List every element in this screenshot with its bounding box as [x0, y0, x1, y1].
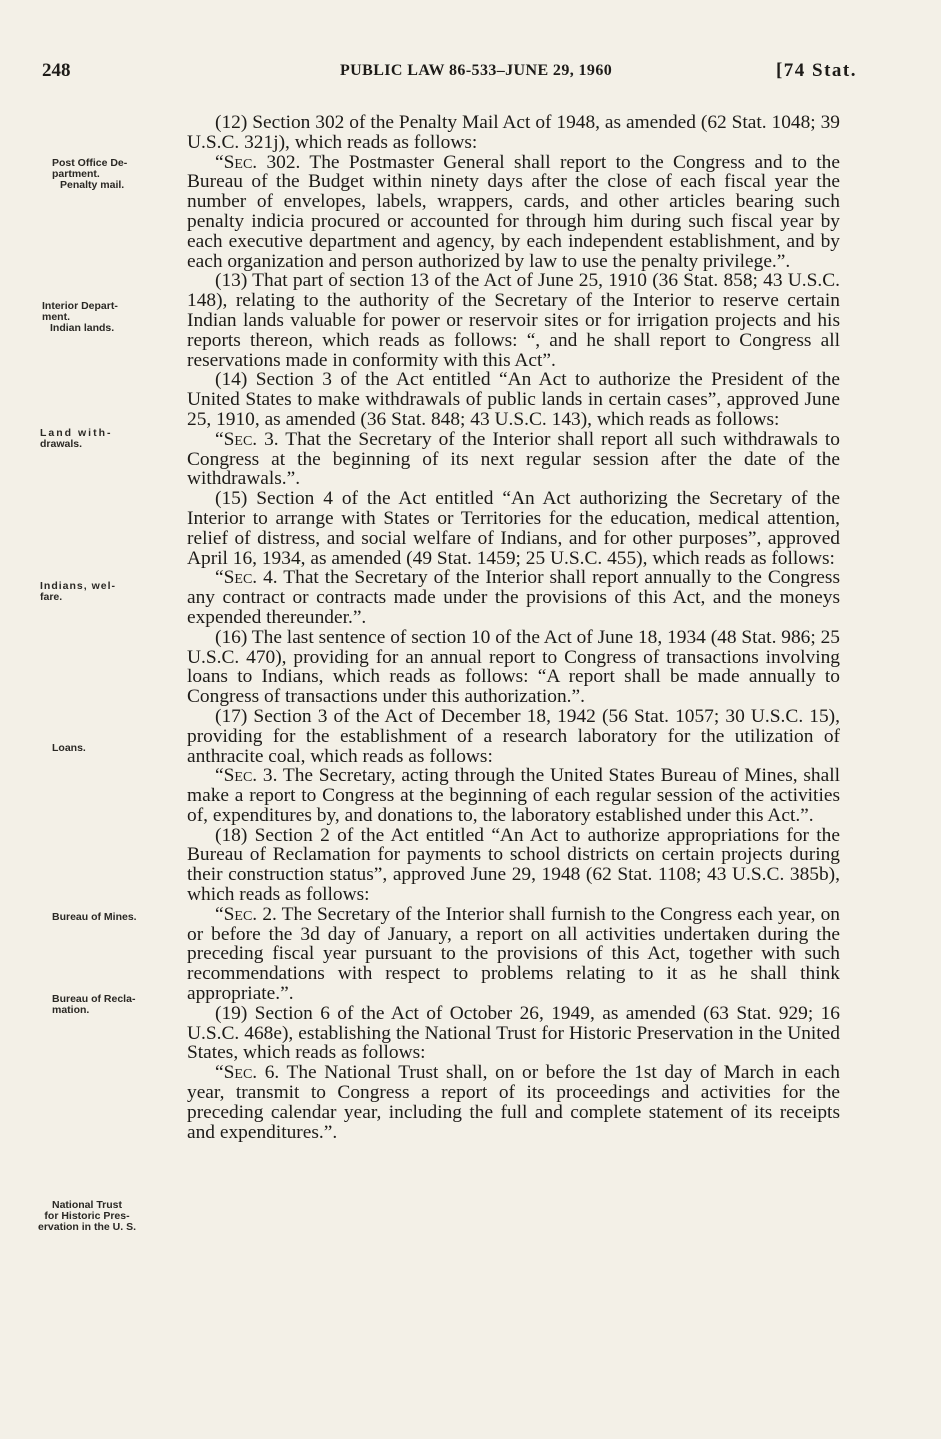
quoted-section-3-withdrawals: “Sec. 3. That the Secretary of the Interior shall report all such withdrawals to Congress at the beginning of its next regular session after the date of the withdrawals.”.: [187, 428, 840, 490]
margin-notes: [0, 0, 180, 1439]
margin-note-national-trust: National Trust for Historic Pres- ervation in the U. S.: [38, 1199, 137, 1233]
quoted-section-302: “Sec. 302. The Postmaster General shall report to the Congress and to the Bureau of the Budget within ninety days after the close of each fiscal year the number of envelopes, labels, wrappers, cards, and other articles bearing such penalty indicia procured or accounted for through him during such fiscal year by each executive department and agency, by each independent establishment, and by each organization and person authorized by law to use the penalty privilege.”.: [187, 151, 840, 272]
paragraph-18: (18) Section 2 of the Act entitled “An Act to authorize appropriations for the Bureau of Reclamation for payments to school districts on certain projects during their construction status”, approved June 29, 1948 (62 Stat. 1108; 43 U.S.C. 385b), which reads as follows:: [187, 824, 840, 906]
quoted-section-4: “Sec. 4. That the Secretary of the Interior shall report annually to the Congress any contract or contracts made under the provisions of this Act, and the moneys expended thereunder.”.: [187, 567, 840, 628]
paragraph-16: (16) The last sentence of section 10 of the Act of June 18, 1934 (48 Stat. 986; 25 U.S.C. 470), providing for an annual report to Congress of transactions involving loans to Indians, which reads as follows: “A report shall be made annually to Congress of transactions under this authorization.”.: [187, 626, 840, 708]
paragraph-13: (13) That part of section 13 of the Act of June 25, 1910 (36 Stat. 858; 43 U.S.C. 148), relating to the authority of the Secretary of the Interior to reserve certain Indian lands valuable for power or reservoir sites or for irrigation projects and his reports thereon, which reads as follows: “, and he shall report to Congress all reservations made in conformity with this Act”.: [187, 270, 840, 371]
paragraph-17: (17) Section 3 of the Act of December 18, 1942 (56 Stat. 1057; 30 U.S.C. 15), providing for the establishment of a research laboratory for the utilization of anthracite coal, which reads as follows:: [187, 705, 840, 767]
statute-reference: [74 Stat.: [775, 60, 857, 81]
quoted-section-2: “Sec. 2. The Secretary of the Interior shall furnish to the Congress each year, on or before the 3d day of January, a report on all activities undertaken during the preceding fiscal year pursuant to the provisions of this Act, together with such recommendations with respect to problems relating to it as he shall think appropriate.”.: [187, 903, 840, 1005]
page-number: 248: [42, 60, 71, 81]
margin-note-reclamation: Bureau of Recla- mation.: [52, 993, 136, 1016]
margin-note-loans: Loans.: [52, 742, 86, 754]
quoted-section-3-mines: “Sec. 3. The Secretary, acting through the United States Bureau of Mines, shall make a report to Congress at the beginning of each regular session of the activities of, expenditures by, and donations to, the laboratory established under this Act.”.: [187, 765, 840, 826]
margin-note-indians-welfare: Indians, wel- fare.: [40, 580, 117, 603]
body-text: [187, 113, 840, 1142]
margin-note-land-withdrawals: Land with- drawals.: [40, 427, 113, 450]
paragraph-12: (12) Section 302 of the Penalty Mail Act of 1948, as amended (62 Stat. 1048; 39 U.S.C. 321j), which reads as follows:: [187, 112, 840, 153]
paragraph-15: (15) Section 4 of the Act entitled “An Act authorizing the Secretary of the Interior to arrange with States or Territories for the education, medical attention, relief of distress, and social welfare of Indians, and for other purposes”, approved April 16, 1934, as amended (49 Stat. 1459; 25 U.S.C. 455), which reads as follows:: [187, 488, 840, 569]
margin-note-post-office: Post Office De- partment. Penalty mail.: [52, 157, 128, 191]
margin-note-bureau-of-mines: Bureau of Mines.: [52, 911, 137, 923]
paragraph-14: (14) Section 3 of the Act entitled “An Act to authorize the President of the United States to make withdrawals of public lands in certain cases”, approved June 25, 1910, as amended (36 Stat. 848; 43 U.S.C. 143), which reads as follows:: [187, 369, 840, 430]
margin-note-interior: Interior Depart- ment. Indian lands.: [42, 300, 118, 334]
running-title: PUBLIC LAW 86-533–JUNE 29, 1960: [340, 62, 613, 79]
paragraph-19: (19) Section 6 of the Act of October 26, 1949, as amended (63 Stat. 929; 16 U.S.C. 468e), establishing the National Trust for Historic Preservation in the United States, which reads as follows:: [187, 1002, 840, 1064]
quoted-section-6: “Sec. 6. The National Trust shall, on or before the 1st day of March in each year, transmit to Congress a report of its proceedings and activities for the preceding calendar year, including the full and complete statement of its receipts and expenditures.”.: [187, 1062, 840, 1143]
